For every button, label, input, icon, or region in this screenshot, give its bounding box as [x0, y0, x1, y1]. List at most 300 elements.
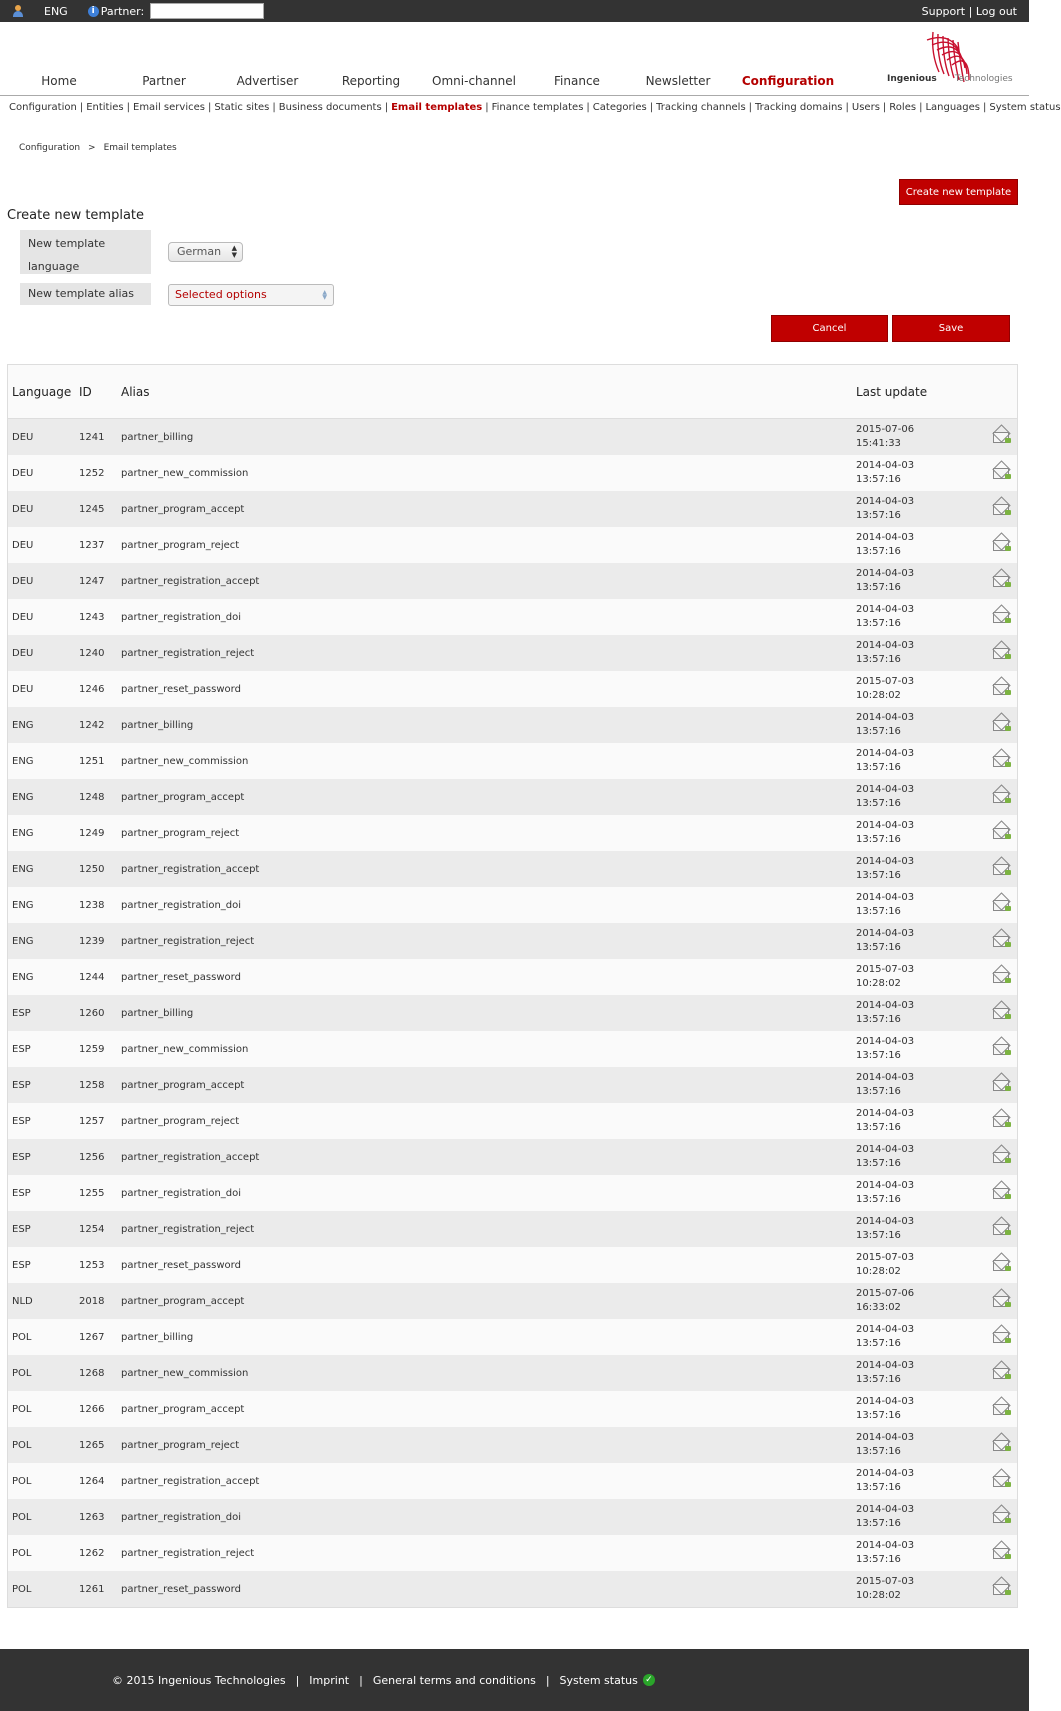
- cell-actions: [986, 1224, 1016, 1235]
- cell-id: 1264: [79, 1475, 105, 1487]
- table-row[interactable]: [8, 671, 1017, 707]
- edit-mail-icon[interactable]: [993, 540, 1009, 551]
- subnav-item-email-services[interactable]: Email services: [133, 102, 205, 113]
- cell-time: 13:57:16: [856, 1374, 901, 1385]
- cell-last-update: [856, 459, 986, 487]
- edit-mail-icon[interactable]: [993, 1044, 1009, 1055]
- cell-actions: [986, 612, 1016, 623]
- cell-actions: [986, 1152, 1016, 1163]
- cell-language: ESP: [12, 1223, 31, 1235]
- cell-id: 1259: [79, 1043, 105, 1055]
- cell-date: 2015-07-03: [856, 964, 915, 975]
- support-link[interactable]: Support: [921, 4, 966, 18]
- cell-time: 13:57:16: [856, 762, 901, 773]
- cell-language: ESP: [12, 1187, 31, 1199]
- cell-id: 1258: [79, 1079, 105, 1091]
- cell-date: 2014-04-03: [856, 1540, 915, 1551]
- edit-mail-icon[interactable]: [993, 612, 1009, 623]
- footer-terms-link[interactable]: General terms and conditions: [372, 1673, 536, 1687]
- cell-last-update: [856, 639, 986, 667]
- cell-date: 2014-04-03: [856, 712, 915, 723]
- edit-mail-icon[interactable]: [993, 648, 1009, 659]
- cell-actions: [986, 720, 1016, 731]
- alias-select[interactable]: [168, 284, 334, 306]
- nav-item-omni-channel[interactable]: Omni-channel: [432, 74, 516, 88]
- cell-alias: partner_registration_accept: [121, 863, 260, 875]
- cell-alias: partner_program_reject: [121, 1439, 240, 1451]
- subnav-item-categories[interactable]: Categories: [592, 102, 647, 113]
- cell-alias: partner_reset_password: [121, 683, 241, 695]
- cell-date: 2014-04-03: [856, 1108, 915, 1119]
- table-row[interactable]: [8, 1427, 1017, 1463]
- edit-mail-icon[interactable]: [993, 792, 1009, 803]
- table-row[interactable]: [8, 527, 1017, 563]
- table-row[interactable]: [8, 1067, 1017, 1103]
- cell-date: 2014-04-03: [856, 460, 915, 471]
- cell-actions: [986, 864, 1016, 875]
- edit-mail-icon[interactable]: [993, 1224, 1009, 1235]
- cell-alias: partner_new_commission: [121, 755, 249, 767]
- language-switch[interactable]: ENG: [44, 4, 68, 18]
- table-row[interactable]: [8, 1499, 1017, 1535]
- cell-alias: partner_registration_doi: [121, 611, 242, 623]
- cell-last-update: [856, 783, 986, 811]
- cell-date: 2015-07-03: [856, 676, 915, 687]
- edit-mail-icon[interactable]: [993, 432, 1009, 443]
- cell-time: 13:57:16: [856, 726, 901, 737]
- cell-date: 2014-04-03: [856, 568, 915, 579]
- subnav-item-tracking-channels[interactable]: Tracking channels: [656, 102, 746, 113]
- cell-time: 13:57:16: [856, 618, 901, 629]
- cell-id: 1261: [79, 1583, 105, 1595]
- nav-item-configuration[interactable]: Configuration: [741, 74, 835, 88]
- table-row[interactable]: [8, 1391, 1017, 1427]
- table-row[interactable]: [8, 1319, 1017, 1355]
- cell-date: 2014-04-03: [856, 640, 915, 651]
- new-template-language-label: New template language: [20, 230, 151, 274]
- cell-time: 13:57:16: [856, 942, 901, 953]
- table-row[interactable]: [8, 599, 1017, 635]
- cell-alias: partner_billing: [121, 1007, 194, 1019]
- cell-id: 1248: [79, 791, 105, 803]
- cell-id: 1240: [79, 647, 105, 659]
- cell-time: 15:41:33: [856, 438, 901, 449]
- cell-id: 1242: [79, 719, 105, 731]
- cell-date: 2014-04-03: [856, 1396, 915, 1407]
- cell-language: DEU: [12, 575, 34, 587]
- cell-id: 1260: [79, 1007, 105, 1019]
- column-header-last-update[interactable]: Last update: [856, 384, 928, 399]
- edit-mail-icon[interactable]: [993, 576, 1009, 587]
- table-row[interactable]: [8, 851, 1017, 887]
- edit-mail-icon[interactable]: [993, 1296, 1009, 1307]
- cell-language: POL: [12, 1403, 32, 1415]
- edit-mail-icon[interactable]: [993, 1332, 1009, 1343]
- cell-date: 2014-04-03: [856, 784, 915, 795]
- cell-actions: [986, 1476, 1016, 1487]
- cell-actions: [986, 576, 1016, 587]
- edit-mail-icon[interactable]: [993, 684, 1009, 695]
- table-row[interactable]: [8, 779, 1017, 815]
- check-icon: ✓: [643, 1674, 655, 1686]
- cell-language: DEU: [12, 683, 34, 695]
- subnav-separator: |: [485, 102, 489, 113]
- table-row[interactable]: [8, 815, 1017, 851]
- cell-alias: partner_registration_reject: [121, 647, 255, 659]
- language-select-value: German: [177, 245, 222, 258]
- cell-time: 10:28:02: [856, 1266, 901, 1277]
- cell-language: ESP: [12, 1007, 31, 1019]
- cell-last-update: [856, 567, 986, 595]
- nav-item-newsletter[interactable]: Newsletter: [645, 74, 711, 88]
- cell-language: ENG: [12, 719, 34, 731]
- cell-id: 1266: [79, 1403, 105, 1415]
- cell-language: ENG: [12, 935, 34, 947]
- cell-alias: partner_registration_doi: [121, 1187, 242, 1199]
- cell-last-update: [856, 855, 986, 883]
- table-row[interactable]: [8, 707, 1017, 743]
- cell-actions: [986, 432, 1016, 443]
- cell-alias: partner_billing: [121, 1331, 194, 1343]
- cell-last-update: [856, 1539, 986, 1567]
- nav-item-partner[interactable]: Partner: [142, 74, 186, 88]
- cell-id: 1257: [79, 1115, 105, 1127]
- top-links-separator: |: [968, 4, 973, 18]
- logo-word-1: Ingenious: [887, 74, 937, 84]
- cell-actions: [986, 1332, 1016, 1343]
- cell-id: 1249: [79, 827, 105, 839]
- cell-date: 2014-04-03: [856, 1144, 915, 1155]
- cell-language: ESP: [12, 1151, 31, 1163]
- nav-item-reporting[interactable]: Reporting: [341, 74, 401, 88]
- cell-language: ENG: [12, 899, 34, 911]
- table-row[interactable]: [8, 563, 1017, 599]
- cell-last-update: [856, 603, 986, 631]
- cell-time: 13:57:16: [856, 906, 901, 917]
- cell-last-update: [856, 1359, 986, 1387]
- edit-mail-icon[interactable]: [993, 1404, 1009, 1415]
- subnav-item-entities[interactable]: Entities: [86, 102, 124, 113]
- cell-last-update: [856, 1215, 986, 1243]
- column-header-language[interactable]: Language: [12, 384, 72, 399]
- cell-actions: [986, 1116, 1016, 1127]
- logout-link[interactable]: Log out: [975, 4, 1017, 18]
- cancel-button[interactable]: Cancel: [771, 315, 888, 342]
- nav-item-home[interactable]: Home: [41, 74, 77, 88]
- cell-language: ENG: [12, 971, 34, 983]
- cell-id: 1250: [79, 863, 105, 875]
- edit-mail-icon[interactable]: [993, 1548, 1009, 1559]
- table-row[interactable]: [8, 1211, 1017, 1247]
- edit-mail-icon[interactable]: [993, 972, 1009, 983]
- cell-language: DEU: [12, 467, 34, 479]
- cell-id: 1265: [79, 1439, 105, 1451]
- table-body: [8, 419, 1017, 1607]
- table-row[interactable]: [8, 923, 1017, 959]
- cell-id: 1255: [79, 1187, 105, 1199]
- edit-mail-icon[interactable]: [993, 1476, 1009, 1487]
- cell-id: 1251: [79, 755, 105, 767]
- cell-alias: partner_program_accept: [121, 1403, 245, 1415]
- cell-language: DEU: [12, 431, 34, 443]
- subnav-item-tracking-domains[interactable]: Tracking domains: [755, 102, 843, 113]
- cell-id: 1267: [79, 1331, 105, 1343]
- cell-last-update: [856, 927, 986, 955]
- new-template-alias-label: New template alias: [20, 283, 151, 305]
- table-row[interactable]: [8, 1463, 1017, 1499]
- subnav-item-email-templates[interactable]: Email templates: [391, 102, 483, 113]
- cell-id: 1246: [79, 683, 105, 695]
- cell-time: 13:57:16: [856, 1446, 901, 1457]
- cell-time: 13:57:16: [856, 546, 901, 557]
- cell-date: 2014-04-03: [856, 1000, 915, 1011]
- create-new-template-button[interactable]: Create new template: [899, 179, 1018, 205]
- table-row[interactable]: [8, 635, 1017, 671]
- cell-time: 13:57:16: [856, 654, 901, 665]
- subnav-item-system-status[interactable]: System status: [989, 102, 1061, 113]
- nav-item-finance[interactable]: Finance: [554, 74, 600, 88]
- cell-time: 13:57:16: [856, 474, 901, 485]
- cell-date: 2014-04-03: [856, 1360, 915, 1371]
- cell-language: ESP: [12, 1115, 31, 1127]
- cell-last-update: [856, 747, 986, 775]
- cell-alias: partner_registration_accept: [121, 575, 260, 587]
- edit-mail-icon[interactable]: [993, 504, 1009, 515]
- cell-date: 2014-04-03: [856, 1072, 915, 1083]
- nav-item-advertiser[interactable]: Advertiser: [236, 74, 299, 88]
- edit-mail-icon[interactable]: [993, 1152, 1009, 1163]
- edit-mail-icon[interactable]: [993, 756, 1009, 767]
- cell-id: 1243: [79, 611, 105, 623]
- cell-actions: [986, 1404, 1016, 1415]
- edit-mail-icon[interactable]: [993, 1260, 1009, 1271]
- select-arrows-icon: ▲ ▼: [231, 244, 237, 259]
- templates-table: [7, 364, 1018, 1608]
- cell-time: 10:28:02: [856, 978, 901, 989]
- cell-time: 13:57:16: [856, 1410, 901, 1421]
- edit-mail-icon[interactable]: [993, 720, 1009, 731]
- footer-imprint-link[interactable]: Imprint: [309, 1673, 350, 1687]
- cell-language: POL: [12, 1331, 32, 1343]
- cell-actions: [986, 1548, 1016, 1559]
- cell-alias: partner_program_accept: [121, 503, 245, 515]
- subnav-separator: |: [586, 102, 590, 113]
- footer-separator: |: [295, 1673, 300, 1687]
- cell-date: 2014-04-03: [856, 1504, 915, 1515]
- cell-actions: [986, 756, 1016, 767]
- form-title: Create new template: [7, 208, 145, 223]
- subnav-item-users[interactable]: Users: [851, 102, 880, 113]
- cell-language: ENG: [12, 827, 34, 839]
- table-row[interactable]: [8, 743, 1017, 779]
- edit-mail-icon[interactable]: [993, 1512, 1009, 1523]
- table-row[interactable]: [8, 1139, 1017, 1175]
- cell-alias: partner_registration_reject: [121, 1547, 255, 1559]
- cell-alias: partner_registration_accept: [121, 1475, 260, 1487]
- table-row[interactable]: [8, 1031, 1017, 1067]
- top-bar: [0, 0, 1029, 22]
- language-select[interactable]: [168, 242, 243, 262]
- cell-date: 2014-04-03: [856, 748, 915, 759]
- subnav-separator: |: [919, 102, 923, 113]
- cell-alias: partner_registration_accept: [121, 1151, 260, 1163]
- cell-last-update: [856, 1143, 986, 1171]
- cell-alias: partner_program_reject: [121, 539, 240, 551]
- table-row[interactable]: [8, 959, 1017, 995]
- table-row[interactable]: [8, 1283, 1017, 1319]
- cell-time: 10:28:02: [856, 690, 901, 701]
- cell-language: POL: [12, 1583, 32, 1595]
- cell-time: 13:57:16: [856, 798, 901, 809]
- cell-date: 2014-04-03: [856, 496, 915, 507]
- cell-actions: [986, 1440, 1016, 1451]
- cell-last-update: [856, 999, 986, 1027]
- cell-actions: [986, 828, 1016, 839]
- edit-mail-icon[interactable]: [993, 1584, 1009, 1595]
- cell-id: 1253: [79, 1259, 105, 1271]
- edit-mail-icon[interactable]: [993, 828, 1009, 839]
- cell-language: POL: [12, 1475, 32, 1487]
- cell-time: 16:33:02: [856, 1302, 901, 1313]
- breadcrumb: [19, 143, 177, 153]
- cell-language: DEU: [12, 611, 34, 623]
- logo-word-2: Technologies: [954, 74, 1013, 84]
- column-header-id[interactable]: ID: [79, 384, 92, 399]
- table-row[interactable]: [8, 1355, 1017, 1391]
- edit-mail-icon[interactable]: [993, 864, 1009, 875]
- cell-id: 1256: [79, 1151, 105, 1163]
- cell-date: 2014-04-03: [856, 928, 915, 939]
- cell-alias: partner_reset_password: [121, 1259, 241, 1271]
- save-button[interactable]: Save: [892, 315, 1010, 342]
- cell-time: 13:57:16: [856, 510, 901, 521]
- table-row[interactable]: [8, 1103, 1017, 1139]
- subnav-item-finance-templates[interactable]: Finance templates: [491, 102, 584, 113]
- cell-last-update: [856, 1323, 986, 1351]
- top-links: [922, 5, 1017, 18]
- cell-last-update: [856, 1107, 986, 1135]
- cell-time: 13:57:16: [856, 1122, 901, 1133]
- cell-last-update: [856, 711, 986, 739]
- subnav-item-languages[interactable]: Languages: [925, 102, 980, 113]
- cell-date: 2014-04-03: [856, 1324, 915, 1335]
- cell-alias: partner_registration_doi: [121, 899, 242, 911]
- cell-actions: [986, 1512, 1016, 1523]
- subnav-separator: |: [845, 102, 849, 113]
- cell-id: 1239: [79, 935, 105, 947]
- cell-actions: [986, 1368, 1016, 1379]
- cell-date: 2014-04-03: [856, 1432, 915, 1443]
- cell-id: 1252: [79, 467, 105, 479]
- edit-mail-icon[interactable]: [993, 468, 1009, 479]
- edit-mail-icon[interactable]: [993, 936, 1009, 947]
- cell-last-update: [856, 1251, 986, 1279]
- cell-time: 13:57:16: [856, 1086, 901, 1097]
- cell-language: ESP: [12, 1259, 31, 1271]
- table-row[interactable]: [8, 491, 1017, 527]
- cell-id: 1238: [79, 899, 105, 911]
- table-row[interactable]: [8, 1535, 1017, 1571]
- cell-alias: partner_program_reject: [121, 827, 240, 839]
- cell-time: 13:57:16: [856, 1158, 901, 1169]
- subnav-item-business-documents[interactable]: Business documents: [278, 102, 382, 113]
- table-row[interactable]: [8, 995, 1017, 1031]
- breadcrumb-separator: >: [88, 143, 96, 153]
- cell-date: 2014-04-03: [856, 892, 915, 903]
- cell-language: ESP: [12, 1043, 31, 1055]
- cell-last-update: [856, 531, 986, 559]
- cell-language: ENG: [12, 863, 34, 875]
- cell-actions: [986, 1008, 1016, 1019]
- cell-last-update: [856, 1575, 986, 1603]
- cell-date: 2015-07-03: [856, 1576, 915, 1587]
- cell-date: 2014-04-03: [856, 1216, 915, 1227]
- logo[interactable]: [887, 28, 1017, 90]
- cell-alias: partner_billing: [121, 719, 194, 731]
- cell-id: 1244: [79, 971, 105, 983]
- edit-mail-icon[interactable]: [993, 1116, 1009, 1127]
- edit-mail-icon[interactable]: [993, 1080, 1009, 1091]
- edit-mail-icon[interactable]: [993, 900, 1009, 911]
- subnav-item-configuration[interactable]: Configuration: [9, 102, 77, 113]
- subnav-item-static-sites[interactable]: Static sites: [214, 102, 270, 113]
- cell-date: 2014-04-03: [856, 1036, 915, 1047]
- edit-mail-icon[interactable]: [993, 1368, 1009, 1379]
- cell-language: ENG: [12, 755, 34, 767]
- subnav-separator: |: [983, 102, 987, 113]
- cell-date: 2014-04-03: [856, 820, 915, 831]
- cell-actions: [986, 684, 1016, 695]
- cell-date: 2014-04-03: [856, 856, 915, 867]
- cell-last-update: [856, 1035, 986, 1063]
- cell-id: 2018: [79, 1295, 105, 1307]
- cell-alias: partner_new_commission: [121, 467, 249, 479]
- cell-date: 2014-04-03: [856, 532, 915, 543]
- table-row[interactable]: [8, 1175, 1017, 1211]
- user-icon[interactable]: [12, 5, 24, 17]
- table-row[interactable]: [8, 419, 1017, 455]
- partner-input[interactable]: [150, 3, 264, 19]
- cell-date: 2014-04-03: [856, 1180, 915, 1191]
- footer-system-status-link[interactable]: System status: [559, 1673, 638, 1687]
- cell-language: POL: [12, 1367, 32, 1379]
- subnav-separator: |: [649, 102, 654, 113]
- edit-mail-icon[interactable]: [993, 1008, 1009, 1019]
- cell-last-update: [856, 1467, 986, 1495]
- table-row[interactable]: [8, 887, 1017, 923]
- cell-alias: partner_registration_reject: [121, 935, 255, 947]
- partner-label: Partner:: [100, 4, 145, 18]
- cell-time: 10:28:02: [856, 1590, 901, 1601]
- table-row[interactable]: [8, 1247, 1017, 1283]
- breadcrumb-root[interactable]: Configuration: [19, 143, 81, 153]
- cell-time: 13:57:16: [856, 834, 901, 845]
- column-header-alias[interactable]: Alias: [121, 384, 150, 399]
- cell-id: 1247: [79, 575, 105, 587]
- cell-last-update: [856, 675, 986, 703]
- select-arrows-icon: ▲ ▼: [322, 289, 327, 301]
- cell-last-update: [856, 1503, 986, 1531]
- subnav-item-roles[interactable]: Roles: [889, 102, 917, 113]
- edit-mail-icon[interactable]: [993, 1188, 1009, 1199]
- cell-language: ESP: [12, 1079, 31, 1091]
- table-row[interactable]: [8, 455, 1017, 491]
- cell-language: POL: [12, 1439, 32, 1451]
- edit-mail-icon[interactable]: [993, 1440, 1009, 1451]
- cell-actions: [986, 648, 1016, 659]
- cell-id: 1254: [79, 1223, 105, 1235]
- table-row[interactable]: [8, 1571, 1017, 1607]
